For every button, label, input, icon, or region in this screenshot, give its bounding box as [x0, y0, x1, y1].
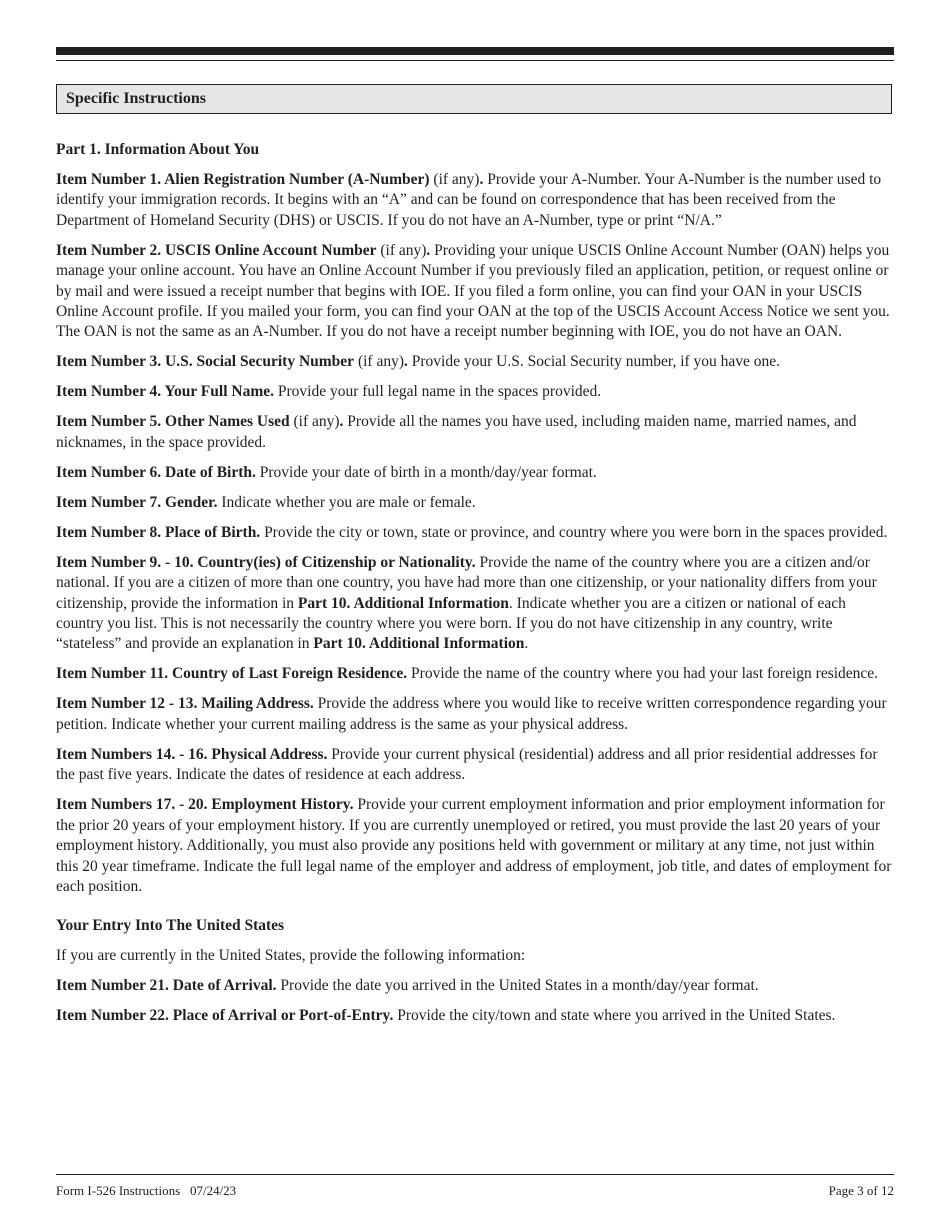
- item-2-text: Providing your unique USCIS Online Account Number (OAN) helps you manage your online account. You have an Online Account Number if you previously filed an application, petition, or request online or by mail and were issued a receipt number that begins with IOE. If you filed a form online, you can find your OAN in your USCIS Online Account profile. If you mailed your form, you can find your OAN at the top of the USCIS Account Access Notice we sent you. The OAN is not the same as an A-Number. If you do not have a receipt number beginning with IOE, you do not have an OAN.: [56, 241, 890, 341]
- item-1: [56, 170, 896, 231]
- item-2-qualifier: (if any): [376, 241, 427, 259]
- item-14-16: [56, 745, 896, 786]
- item-7-text: Indicate whether you are male or female.: [217, 493, 476, 511]
- item-21-text: Provide the date you arrived in the United States in a month/day/year format.: [276, 977, 759, 995]
- item-9-10-label: Item Number 9. - 10. Country(ies) of Citizenship or Nationality.: [56, 553, 476, 571]
- item-3-text: Provide your U.S. Social Security number, if you have one.: [407, 353, 781, 371]
- item-21: [56, 976, 896, 996]
- item-4: [56, 382, 896, 402]
- item-22-text: Provide the city/town and state where you arrived in the United States.: [393, 1007, 836, 1025]
- item-4-text: Provide your full legal name in the spaces provided.: [274, 383, 602, 401]
- item-11-label: Item Number 11. Country of Last Foreign Residence.: [56, 665, 408, 683]
- instructions-body: [56, 140, 896, 1036]
- item-9-10-ref-1: Part 10. Additional Information: [297, 594, 509, 612]
- entry-intro: If you are currently in the United States, provide the following information:: [56, 947, 526, 965]
- footer-form-id: Form I-526 Instructions 07/24/23: [56, 1183, 237, 1198]
- item-5-period: .: [339, 413, 344, 431]
- item-9-10-ref-2: Part 10. Additional Information: [313, 635, 525, 653]
- item-9-10-text-2: . Indicate whether you are a citizen or national of each country you list. This is not necessarily the country where you were born. If you do not have citizenship in any country, write “stateless” and provide an explanation in: [56, 594, 846, 653]
- item-7: [56, 493, 896, 513]
- item-6-text: Provide your date of birth in a month/day/year format.: [255, 463, 597, 481]
- item-22: [56, 1006, 896, 1026]
- item-1-text: Provide your A-Number. Your A-Number is the number used to identify your immigration records. It begins with an “A” and can be found on correspondence that has been received from the Department of Homeland Security (DHS) or USCIS. If you do not have an A-Number, type or print “N/A.”: [56, 171, 882, 229]
- item-2: [56, 241, 896, 343]
- header-thick-rule: [56, 47, 894, 55]
- item-12-13: [56, 694, 896, 735]
- item-12-13-label: Item Number 12 - 13. Mailing Address.: [56, 695, 314, 713]
- item-17-20: [56, 795, 896, 897]
- item-5-text: Provide all the names you have used, including maiden name, married names, and nicknames, in the space provided.: [56, 413, 857, 451]
- section-title: Specific Instructions: [66, 90, 206, 107]
- item-5: [56, 412, 896, 453]
- item-5-label: Item Number 5. Other Names Used: [56, 413, 290, 431]
- item-8-label: Item Number 8. Place of Birth.: [56, 523, 261, 541]
- item-14-16-text: Provide your current physical (residential) address and all prior residential addresses for the past five years. Indicate the dates of residence at each address.: [56, 745, 878, 784]
- item-8-text: Provide the city or town, state or province, and country where you were born in the spaces provided.: [260, 523, 888, 541]
- item-17-20-label: Item Numbers 17. - 20. Employment History.: [56, 796, 354, 814]
- item-9-10-text-3: .: [524, 635, 529, 653]
- item-1-label: Item Number 1. Alien Registration Number (A-Number): [56, 171, 430, 188]
- item-3-qualifier: (if any): [354, 353, 404, 371]
- item-8: [56, 523, 896, 543]
- item-9-10-text-1: Provide the name of the country where you are a citizen and/or national. If you are a citizen of more than one country, you have had more than one citizenship, or your nationality differs from your citizenship, provide the information in: [56, 553, 877, 612]
- item-2-label: Item Number 2. USCIS Online Account Number: [56, 241, 377, 259]
- item-1-period: .: [479, 171, 484, 188]
- item-3-label: Item Number 3. U.S. Social Security Number: [56, 353, 355, 371]
- part1-heading: Part 1. Information About You: [56, 141, 260, 158]
- item-17-20-text: Provide your current employment information and prior employment information for the prior 20 years of your employment history. If you are currently unemployed or retired, you must provide the last 20 years of your employment history. Additionally, you must also provide any positions held with government or military at any time, not just within this 20 year timeframe. Indicate the full legal name of the employer and address of employment, job title, and dates of employment for each position.: [56, 796, 892, 895]
- footer-rule: [56, 1174, 894, 1175]
- item-12-13-text: Provide the address where you would like to receive written correspondence regarding your petition. Indicate whether your current mailing address is the same as your physical address.: [56, 695, 887, 733]
- item-4-label: Item Number 4. Your Full Name.: [56, 383, 274, 401]
- entry-heading: Your Entry Into The United States: [56, 917, 285, 935]
- item-22-label: Item Number 22. Place of Arrival or Port-of-Entry.: [56, 1007, 394, 1025]
- item-21-label: Item Number 21. Date of Arrival.: [56, 977, 277, 995]
- item-5-qualifier: (if any): [289, 413, 340, 431]
- item-11-text: Provide the name of the country where you had your last foreign residence.: [407, 665, 879, 683]
- item-11: [56, 664, 896, 684]
- item-3: [56, 352, 896, 372]
- item-3-period: .: [404, 353, 408, 371]
- item-6: [56, 463, 896, 483]
- section-title-box: [56, 84, 892, 114]
- item-9-10: [56, 553, 896, 655]
- footer-page-number: Page 3 of 12: [828, 1183, 894, 1198]
- item-6-label: Item Number 6. Date of Birth.: [56, 463, 256, 481]
- header-thin-rule: [56, 60, 894, 61]
- item-2-period: .: [426, 241, 431, 259]
- item-14-16-label: Item Numbers 14. - 16. Physical Address.: [56, 745, 328, 763]
- item-1-qualifier: (if any): [429, 171, 480, 188]
- item-7-label: Item Number 7. Gender.: [56, 493, 218, 511]
